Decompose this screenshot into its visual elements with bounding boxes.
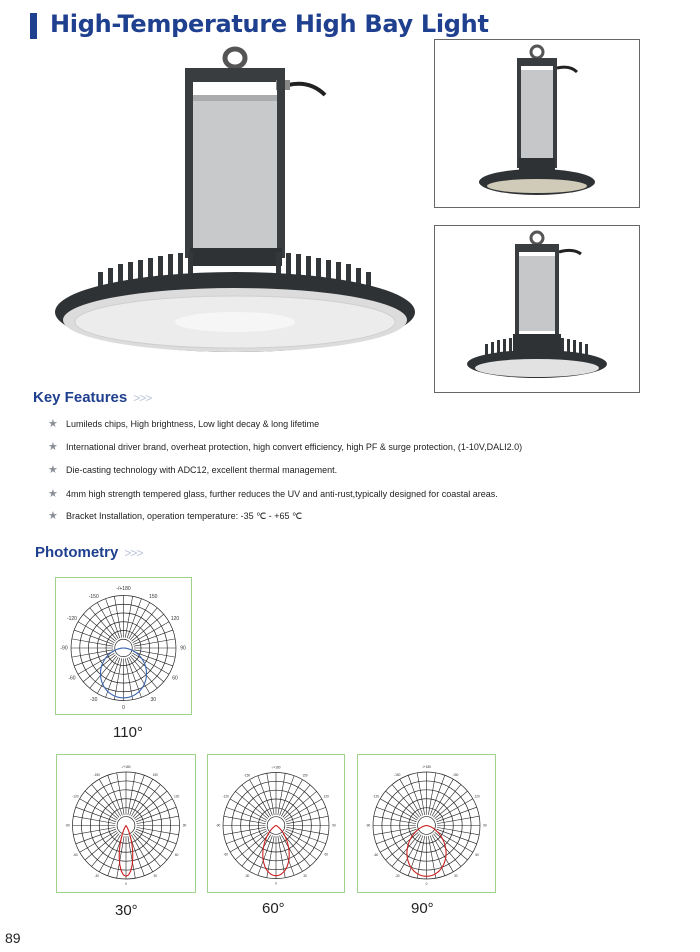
star-bullet-icon: ★	[48, 418, 58, 430]
star-bullet-icon: ★	[48, 510, 58, 522]
list-item: ★ Bracket Installation, operation temperature: -35 ℃ - +65 ℃	[48, 510, 303, 522]
angle-tick-label: -/+180	[421, 765, 432, 770]
angle-tick-label: -30	[94, 874, 100, 879]
angle-tick-label: -90	[215, 823, 221, 828]
angle-tick-label: 150	[302, 773, 308, 778]
angle-tick-label: 150	[453, 772, 459, 777]
angle-tick-label: -30	[90, 697, 98, 704]
angle-tick-label: 0	[125, 882, 127, 887]
angle-tick-label: 90	[182, 823, 187, 828]
polar-diagram	[358, 755, 495, 892]
angle-tick-label: -60	[73, 852, 78, 857]
angle-tick-label: -/+180	[271, 765, 281, 770]
angle-tick-label: 0	[425, 882, 428, 887]
list-item: ★ Die-casting technology with ADC12, excellent thermal management.	[48, 464, 338, 476]
angle-tick-label: 90	[483, 823, 487, 828]
beam-angle-label: 60°	[262, 900, 285, 917]
product-angle-photo	[434, 225, 640, 393]
angle-tick-label: -60	[373, 852, 379, 857]
angle-tick-label: 60	[172, 675, 178, 682]
photometry-heading	[35, 544, 142, 561]
angle-tick-label: -60	[223, 852, 229, 857]
key-features-title: Key Features	[33, 389, 128, 406]
photometry-title: Photometry	[35, 544, 119, 561]
angle-tick-label: -120	[222, 794, 229, 799]
angle-tick-label: -120	[372, 794, 380, 799]
product-side-photo	[434, 39, 640, 208]
list-item: ★ Lumileds chips, High brightness, Low light decay & long lifetime	[48, 418, 320, 430]
polar-chart-60	[207, 754, 345, 893]
angle-tick-label: 30	[153, 874, 158, 879]
beam-angle-label: 90°	[411, 900, 434, 917]
angle-tick-label: -120	[72, 794, 79, 799]
angle-tick-label: 120	[323, 794, 329, 799]
angle-tick-label: 120	[173, 794, 180, 799]
list-item: ★ 4mm high strength tempered glass, further reduces the UV and anti-rust,typically designed for coastal areas.	[48, 488, 498, 500]
angle-tick-label: 120	[170, 615, 180, 622]
angle-tick-label: 60	[174, 852, 179, 857]
angle-tick-label: -90	[365, 823, 371, 828]
beam-angle-label: 110°	[113, 724, 143, 741]
angle-tick-label: -120	[66, 615, 77, 622]
polar-diagram	[208, 755, 344, 892]
polar-chart-110	[55, 577, 192, 715]
polar-chart-90	[357, 754, 496, 893]
angle-tick-label: -90	[65, 823, 70, 828]
angle-tick-label: 150	[152, 772, 158, 777]
angle-tick-label: -90	[60, 645, 68, 652]
angle-tick-label: -150	[88, 594, 99, 601]
angle-tick-label: -150	[93, 772, 100, 777]
angle-tick-label: -150	[243, 773, 251, 778]
angle-tick-label: -/+180	[121, 765, 131, 770]
section-arrows-icon: >>>	[133, 391, 152, 405]
star-bullet-icon: ★	[48, 488, 58, 500]
angle-tick-label: 30	[150, 697, 157, 704]
angle-tick-label: 60	[475, 852, 479, 857]
angle-tick-label: 150	[149, 594, 158, 601]
angle-tick-label: 0	[122, 705, 125, 712]
key-features-heading	[33, 389, 151, 406]
angle-tick-label: -30	[394, 874, 400, 879]
angle-tick-label: 30	[453, 874, 458, 879]
angle-tick-label: 90	[332, 823, 336, 828]
product-main-photo	[50, 40, 420, 360]
polar-diagram	[56, 578, 191, 714]
angle-tick-label: 90	[180, 645, 186, 652]
section-arrows-icon: >>>	[124, 546, 143, 560]
angle-tick-label: 30	[303, 873, 307, 878]
page-number: 89	[5, 930, 21, 946]
star-bullet-icon: ★	[48, 441, 58, 453]
title-accent-bar	[30, 13, 37, 39]
angle-tick-label: 0	[275, 881, 277, 886]
angle-tick-label: 120	[474, 794, 480, 799]
angle-tick-label: -30	[244, 873, 250, 878]
angle-tick-label: 60	[324, 852, 329, 857]
list-item: ★ International driver brand, overheat protection, high convert efficiency, high PF & surge protection, (1-10V,DALI2.0)	[48, 441, 523, 453]
angle-tick-label: -60	[68, 675, 76, 682]
angle-tick-label: -/+180	[116, 586, 131, 593]
page-title: High-Temperature High Bay Light	[50, 10, 489, 38]
angle-tick-label: -150	[394, 772, 401, 777]
beam-angle-label: 30°	[115, 902, 138, 919]
polar-chart-30	[56, 754, 196, 893]
polar-diagram	[57, 755, 195, 892]
star-bullet-icon: ★	[48, 464, 58, 476]
